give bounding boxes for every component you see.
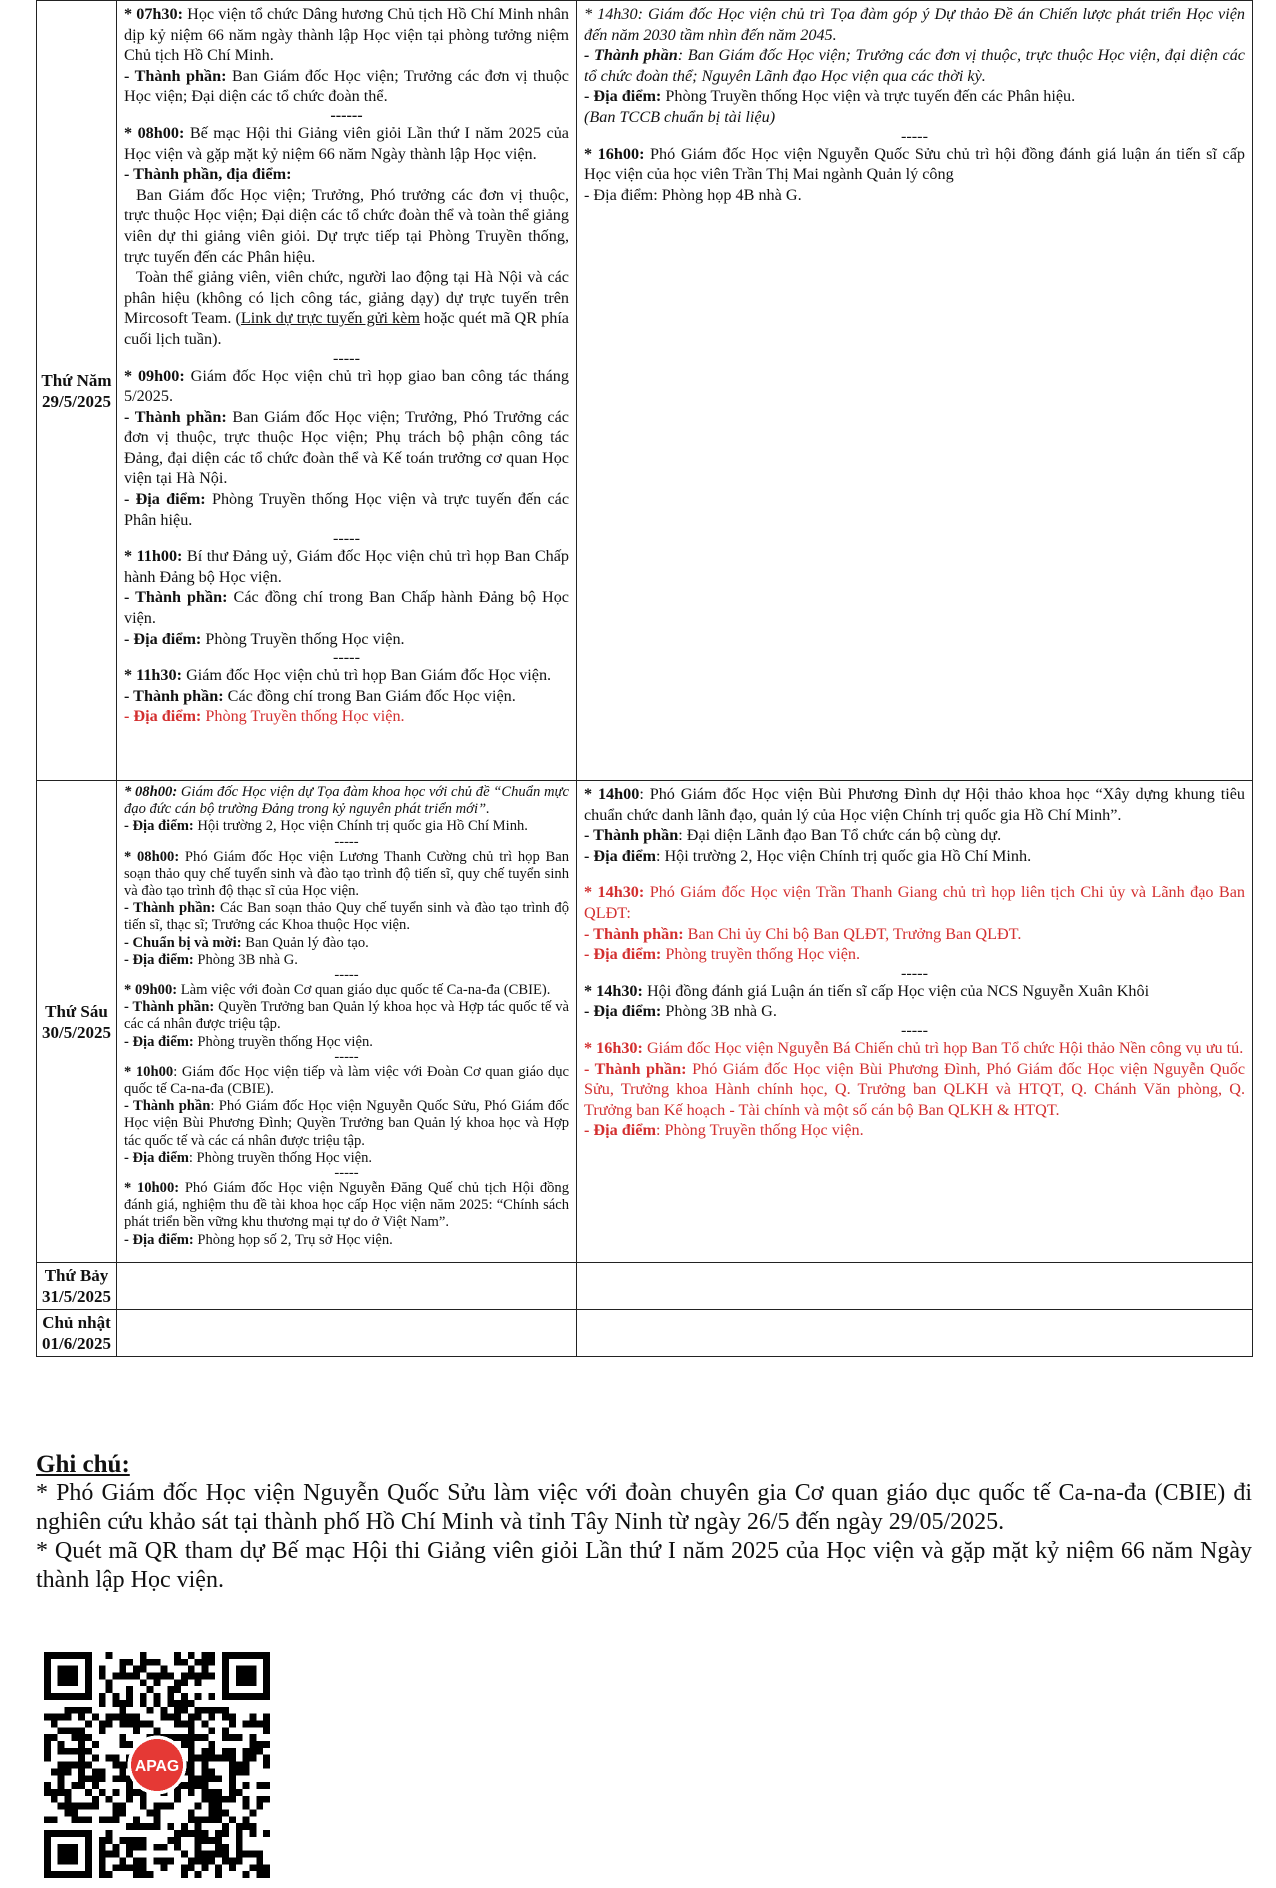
entry-label: - Địa điểm:: [124, 1231, 198, 1248]
schedule-entry: [584, 1120, 1245, 1141]
entry-text: Phó Giám đốc Học viện Trần Thanh Giang chủ trì họp liên tịch Chi ủy và Lãnh đạo Ban QLĐT:: [584, 883, 1245, 922]
day-name: Chủ nhật: [42, 1313, 111, 1332]
entry-label: * 09h00:: [124, 982, 181, 999]
entry-separator: -----: [333, 348, 360, 367]
entry-separator: -----: [334, 833, 359, 850]
day-name: Thứ Sáu: [45, 1001, 108, 1021]
schedule-entry: [124, 665, 569, 686]
entry-text: Hội đồng đánh giá Luận án tiến sĩ cấp Học viện của NCS Nguyễn Xuân Khôi: [646, 981, 1150, 1000]
schedule-row-thursday: [37, 1, 1253, 781]
schedule-entry: [584, 45, 1245, 86]
entry-label: - Thành phần:: [584, 1059, 693, 1078]
entry-text: Học viện tổ chức Dâng hương Chủ tịch Hồ Chí Minh nhân dịp kỷ niệm 66 năm ngày thành lập Học viện tại phòng tưởng niệm Chủ tịch Hồ Chí Minh.: [124, 5, 569, 65]
schedule-entry: [124, 629, 569, 650]
entry-text: : Đại diện Lãnh đạo Ban Tổ chức cán bộ cùng dự.: [678, 826, 1002, 845]
entry-label: - Địa điểm:: [124, 951, 198, 968]
entry-label: - Địa điểm:: [124, 490, 212, 509]
entry-label: - Địa điểm:: [124, 707, 206, 726]
entry-text: Phòng Truyền thống Học viện.: [205, 707, 405, 726]
entry-label: - Thành phần: [124, 1098, 211, 1115]
note-item: * Quét mã QR tham dự Bế mạc Hội thi Giảng viên giỏi Lần thứ I năm 2025 của Học viện và gặp mặt kỷ niệm 66 năm Ngày thành lập Học viện.: [36, 1538, 1252, 1593]
weekly-schedule-table: [36, 0, 1253, 1357]
entry-text: Phó Giám đốc Học viện Nguyễn Đăng Quế chủ tịch Hội đồng đánh giá, nghiệm thu đề tài khoa học cấp Học viện năm 2025: “Chính sách phát triển bền vững khu thương mại tự do ở Việt Nam”.: [124, 1180, 570, 1231]
notes-section: [36, 1450, 1252, 1595]
entry-label: * 11h30:: [124, 666, 187, 685]
schedule-entry: [584, 944, 1245, 965]
schedule-row-sunday: [37, 1310, 1253, 1357]
entry-label: * 08h00:: [124, 784, 181, 800]
entry-text: : Phòng Truyền thống Học viện.: [655, 1121, 864, 1140]
schedule-entry: [584, 924, 1245, 945]
morning-cell: [117, 1, 577, 781]
entry-text: Phòng truyền thống Học viện.: [665, 945, 861, 964]
day-date: 29/5/2025: [42, 391, 111, 411]
entry-label: - Thành phần:: [584, 924, 688, 943]
entry-text: Phó Giám đốc Học viện Lương Thanh Cường chủ trì họp Ban soạn thảo quy chế tuyển sinh và đào tạo trình độ tiến sĩ, quy chế tuyển sinh và đào tạo trình độ thạc sĩ của Học viện.: [124, 848, 569, 900]
schedule-entry: [124, 1232, 569, 1249]
schedule-entry: [584, 86, 1245, 107]
entry-text: Các Ban soạn thảo Quy chế tuyển sinh và đào tạo trình độ tiến sĩ, thạc sĩ; Trưởng các Khoa thuộc Học viện.: [124, 900, 569, 934]
day-name: Thứ Năm: [41, 370, 112, 390]
entry-separator: [584, 866, 1245, 882]
entry-text: Giám đốc Học viện Nguyễn Bá Chiến chủ trì họp Ban Tổ chức Hội thảo Nền công vụ ưu tú.: [646, 1038, 1244, 1057]
schedule-entry: [124, 407, 569, 489]
afternoon-cell: [577, 1, 1253, 781]
entry-text: (Ban TCCB chuẩn bị tài liệu): [584, 107, 776, 126]
entry-text: Phòng Truyền thống Học viện và trực tuyến đến các Phân hiệu.: [124, 490, 569, 529]
entry-text: Các đồng chí trong Ban Giám đốc Học viện.: [227, 686, 516, 705]
entry-separator: -----: [334, 967, 359, 984]
entry-label: - Thành phần, địa điểm:: [124, 165, 292, 184]
entry-text: Ban Giám đốc Học viện; Trưởng các đơn vị thuộc Học viện; Đại diện các tổ chức đoàn thể.: [124, 66, 569, 106]
entry-text: Làm việc với đoàn Cơ quan giáo dục quốc tế Ca-na-đa (CBIE).: [180, 982, 551, 999]
qr-logo: [128, 1736, 187, 1795]
entry-label: - Địa điểm:: [584, 945, 666, 964]
entry-text: Ban Giám đốc Học viện; Trưởng, Phó trưởng các đơn vị thuộc, trực thuộc Học viện; Đại diện các tổ chức đoàn thể và toàn thể giảng viên dự thi giảng viên giỏi. Dự trực tiếp tại Phòng Truyền thống, trực tuyến đến các Phân hiệu.: [124, 185, 569, 266]
entry-text: Phòng Truyền thống Học viện.: [205, 629, 405, 648]
day-name: Thứ Bảy: [44, 1266, 109, 1285]
morning-cell: [117, 781, 577, 1263]
entry-text: Ban Quản lý đào tạo.: [245, 934, 369, 951]
schedule-entry: [124, 366, 569, 407]
entry-label: * 09h00:: [124, 366, 191, 385]
entry-label: - Chuẩn bị và mời:: [124, 934, 246, 951]
entry-text: Giám đốc Học viện chủ trì họp Ban Giám đốc Học viện.: [186, 666, 552, 685]
schedule-entry: [124, 686, 569, 707]
entry-text: : Phòng truyền thống Học viện.: [188, 1149, 373, 1166]
entry-text: Quyền Trưởng ban Quản lý khoa học và Hợp tác quốc tế và các cá nhân được triệu tập.: [124, 999, 569, 1033]
entry-text: Ban Giám đốc Học viện; Trưởng, Phó Trưởng các đơn vị thuộc, trực thuộc Học viện; Phụ trách bộ phận công tác Đảng, đại diện các tổ chức đoàn thể và Kế toán trưởng cơ quan Học viện tại Hà Nội.: [124, 407, 569, 488]
entry-text: Phòng Truyền thống Học viện và trực tuyến đến các Phân hiệu.: [665, 87, 1076, 106]
entry-text: : Phó Giám đốc Học viện Bùi Phương Đình dự Hội thảo khoa học “Xây dựng khung tiêu chuẩn chức danh lãnh đạo, quản lý của Học viện Chính trị quốc gia Hồ Chí Minh”.: [584, 785, 1245, 824]
entry-label: - Địa điểm:: [124, 818, 198, 835]
morning-cell: [117, 1310, 577, 1357]
entry-text: : Giám đốc Học viện tiếp và làm việc với Đoàn Cơ quan giáo dục quốc tế Ca-na-đa (CBIE).: [124, 1063, 570, 1098]
schedule-entry: [124, 849, 569, 901]
schedule-entry: [124, 935, 569, 952]
schedule-entry: [124, 1064, 569, 1098]
entry-label: - Địa điểm:: [124, 629, 206, 648]
entry-label: - Địa điểm:: [584, 1002, 666, 1021]
entry-text: Phòng 3B nhà G.: [197, 951, 298, 968]
entry-label: - Thành phần: [584, 46, 678, 65]
entry-text: Giám đốc Học viện chủ trì Tọa đàm góp ý Dự thảo Đề án Chiến lược phát triển Học viện đến năm 2030 tầm nhìn đến năm 2045.: [584, 5, 1245, 44]
schedule-entry: [124, 706, 569, 727]
entry-label: - Thành phần:: [124, 999, 219, 1016]
schedule-entry: [584, 846, 1245, 867]
notes-title: Ghi chú:: [36, 1451, 130, 1478]
entry-text: hoặc quét mã QR phía cuối lịch tuần).: [124, 309, 569, 348]
schedule-entry: [584, 882, 1245, 923]
entry-label: - Thành phần:: [124, 66, 232, 85]
entry-text: Các đồng chí trong Ban Chấp hành Đảng bộ Học viện.: [124, 588, 569, 628]
schedule-entry: [584, 784, 1245, 825]
entry-label: * 14h30:: [584, 981, 647, 1000]
entry-separator: ------: [330, 105, 363, 124]
schedule-entry: [124, 164, 569, 185]
schedule-entry: [584, 144, 1245, 185]
entry-label: - Thành phần:: [124, 588, 234, 607]
schedule-entry: [584, 185, 1245, 206]
entry-text: Phòng truyền thống Học viện.: [197, 1033, 373, 1050]
entry-text: Phòng 3B nhà G.: [665, 1002, 777, 1021]
entry-label: * 07h30:: [124, 5, 188, 23]
entry-label: - Địa điểm: [124, 1149, 189, 1166]
entry-label: - Thành phần:: [124, 686, 228, 705]
entry-text: Toàn thể giảng viên, viên chức, người lao động tại Hà Nội và các phân hiệu (không có lịch công tác, giảng dạy) dự trực tuyến trên Mircosoft Team. (: [124, 268, 569, 328]
day-cell: [37, 1310, 117, 1357]
day-date: 01/6/2025: [42, 1334, 111, 1353]
entry-text: Hội trường 2, Học viện Chính trị quốc gia Hồ Chí Minh.: [197, 818, 528, 835]
entry-label: * 14h30:: [584, 883, 650, 902]
entry-separator: -----: [901, 126, 928, 145]
schedule-entry: [124, 267, 569, 349]
entry-label: - Địa điểm:: [584, 87, 666, 106]
entry-label: - Địa điểm: [584, 1121, 656, 1140]
entry-separator: -----: [334, 1048, 359, 1065]
schedule-entry: [124, 982, 569, 999]
afternoon-cell: [577, 1263, 1253, 1310]
schedule-entry: [124, 185, 569, 267]
entry-text: Giám đốc Học viện chủ trì họp giao ban công tác tháng 5/2025.: [124, 366, 569, 406]
online-link-text[interactable]: Link dự trực tuyến gửi kèm: [240, 309, 420, 328]
schedule-entry: [584, 981, 1245, 1002]
entry-label: * 14h00: [584, 785, 640, 803]
entry-text: Bế mạc Hội thi Giảng viên giỏi Lần thứ I năm 2025 của Học viện và gặp mặt kỷ niệm 66 năm Ngày thành lập Học viện.: [124, 123, 569, 163]
entry-label: * 08h00:: [124, 848, 185, 865]
entry-label: * 16h00:: [584, 144, 651, 163]
morning-cell: [117, 1263, 577, 1310]
schedule-entry: [124, 784, 569, 818]
entry-separator: -----: [901, 963, 928, 982]
entry-text: Phòng họp số 2, Trụ sở Học viện.: [197, 1231, 393, 1248]
schedule-entry: [584, 825, 1245, 846]
entry-label: * 16h30:: [584, 1038, 647, 1057]
entry-separator: -----: [901, 1020, 928, 1039]
day-cell: [37, 1, 117, 781]
entry-label: - Thành phần:: [124, 407, 233, 426]
schedule-entry: [124, 489, 569, 530]
entry-label: - Thành phần:: [124, 900, 220, 917]
entry-text: : Ban Giám đốc Học viện; Trưởng các đơn vị thuộc, trực thuộc Học viện, đại diện các tổ chức đoàn thể; Nguyên Lãnh đạo Học viện qua các thời kỳ.: [584, 46, 1245, 85]
entry-separator: -----: [333, 529, 360, 548]
afternoon-cell: [577, 781, 1253, 1263]
schedule-entry: [124, 900, 569, 934]
schedule-row-saturday: [37, 1263, 1253, 1310]
afternoon-cell: [577, 1310, 1253, 1357]
schedule-entry: [124, 587, 569, 628]
schedule-entry: [584, 4, 1245, 45]
day-cell: [37, 781, 117, 1263]
schedule-row-friday: [37, 781, 1253, 1263]
entry-label: * 11h00:: [124, 547, 187, 566]
schedule-entry: [584, 107, 1245, 128]
entry-text: : Hội trường 2, Học viện Chính trị quốc gia Hồ Chí Minh.: [655, 846, 1032, 865]
entry-label: * 10h00:: [124, 1180, 185, 1197]
entry-text: Ban Chi ủy Chi bộ Ban QLĐT, Trưởng Ban QLĐT.: [687, 924, 1022, 943]
entry-text: : Phó Giám đốc Học viện Nguyễn Quốc Sửu, Phó Giám đốc Học viện Bùi Phương Đình; Quyền Trưởng ban Quản lý khoa học và Hợp tác quốc tế và các cá nhân được triệu tập.: [124, 1098, 569, 1149]
schedule-entry: [584, 1001, 1245, 1022]
note-item: * Phó Giám đốc Học viện Nguyễn Quốc Sửu làm việc với đoàn chuyên gia Cơ quan giáo dục quốc tế Ca-na-đa (CBIE) đi nghiên cứu khảo sát tại thành phố Hồ Chí Minh và tỉnh Tây Ninh từ ngày 26/5 đến ngày 29/05/2025.: [36, 1480, 1252, 1535]
entry-text: Giám đốc Học viện dự Tọa đàm khoa học với chủ đề “Chuẩn mực đạo đức cán bộ trường Đảng trong kỷ nguyên phát triển mới”.: [124, 784, 569, 818]
schedule-entry: [124, 999, 569, 1033]
entry-label: - Thành phần: [584, 826, 679, 845]
schedule-entry: [124, 4, 569, 66]
entry-text: * 14h30:: [584, 5, 648, 23]
entry-separator: -----: [334, 1165, 359, 1182]
entry-text: Bí thư Đảng uỷ, Giám đốc Học viện chủ trì họp Ban Chấp hành Đảng bộ Học viện.: [124, 547, 570, 586]
qr-code[interactable]: [44, 1652, 270, 1878]
entry-label: * 10h00: [124, 1063, 174, 1080]
entry-text: Phó Giám đốc Học viện Nguyễn Quốc Sửu chủ trì hội đồng đánh giá luận án tiến sĩ cấp Học viện của học viên Trần Thị Mai ngành Quản lý công: [584, 144, 1245, 184]
schedule-entry: [584, 1059, 1245, 1121]
entry-label: - Địa điểm:: [124, 1033, 198, 1050]
schedule-entry: [584, 1038, 1245, 1059]
entry-label: - Địa điểm: [584, 846, 656, 865]
day-date: 30/5/2025: [42, 1022, 111, 1042]
day-date: 31/5/2025: [42, 1287, 111, 1306]
entry-separator: -----: [333, 648, 360, 667]
schedule-entry: [124, 123, 569, 164]
entry-text: - Địa điểm: Phòng họp 4B nhà G.: [584, 185, 802, 204]
qr-logo-text: APAG: [134, 1758, 180, 1776]
schedule-entry: [124, 1180, 569, 1232]
schedule-entry: [124, 66, 569, 107]
day-cell: [37, 1263, 117, 1310]
schedule-entry: [124, 1098, 569, 1150]
entry-text: Phó Giám đốc Học viện Bùi Phương Đình, Phó Giám đốc Học viện Nguyễn Quốc Sửu, Trưởng khoa Hành chính học, Q. Trưởng ban QLKH và HTQT, Q. Chánh Văn phòng, Q. Trưởng ban Kế hoạch - Tài chính và một số cán bộ Ban QLKH & HTQT.: [584, 1059, 1245, 1119]
entry-label: * 08h00:: [124, 123, 190, 142]
schedule-entry: [124, 546, 569, 587]
